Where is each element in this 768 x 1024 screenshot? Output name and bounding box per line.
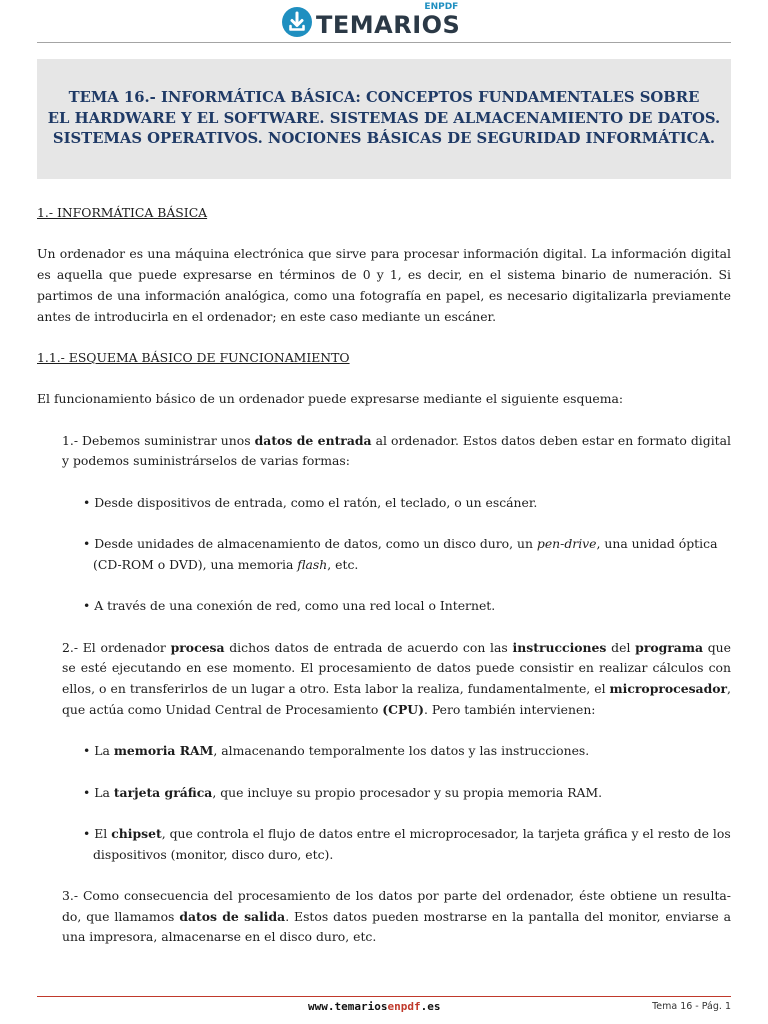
page-number: Tema 16 - Pág. 1 [652, 1001, 731, 1012]
bullet-graphics-card: • La tarjeta gráfica, que incluye su propio procesador y su propia memoria RAM. [83, 784, 603, 800]
bullet-ram: • La memoria RAM, almacenando temporalmente los datos y las instrucciones. [83, 743, 590, 759]
download-icon [281, 6, 313, 38]
bullet-network: • A través de una conexión de red, como una red local o Internet. [83, 598, 496, 614]
paragraph-intro: Un ordenador es una máquina electrónica que sirve para procesar información digital. La información digital es aquella que puede expresarse en términos de 0 y 1, es decir, en el sistema binario de numeración. Si partimos de una información analógica, como una fotografía en papel, es necesario digitalizarla previamente antes de introducirla en el ordenador; en este caso mediante un escáner. [37, 246, 731, 324]
list-item-3: 3.- Como consecuencia del procesamiento de los datos por parte del ordenador, éste obtiene un resulta-do, que llamamos datos de salida. Estos datos pueden mostrarse en la pantalla del monitor, enviarse a una impresora, almacenarse en el disco duro, etc. [62, 888, 731, 945]
bullet-input-devices: • Desde dispositivos de entrada, como el ratón, el teclado, o un escáner. [83, 494, 538, 510]
header-divider [37, 42, 731, 43]
footer-website-link[interactable]: www.temariosenpdf.es [308, 1000, 441, 1013]
document-title-box [37, 59, 731, 179]
bullet-chipset: • El chipset, que controla el flujo de datos entre el microprocesador, la tarjeta gráfica y el resto de los dispositivos (monitor, disco duro, etc). [83, 825, 731, 862]
title-line-2: EL HARDWARE Y EL SOFTWARE. SISTEMAS DE ALMACENAMIENTO DE DATOS. [47, 109, 721, 127]
footer-divider [37, 996, 731, 997]
document-body [37, 203, 731, 948]
list-item-1: 1.- Debemos suministrar unos datos de entrada al ordenador. Estos datos deben estar en formato digital y podemos suministrárselos de varias formas: [62, 432, 731, 469]
section-heading-1-1: 1.1.- ESQUEMA BÁSICO DE FUNCIONAMIENTO [37, 349, 350, 365]
bullet-storage-units: • Desde unidades de almacenamiento de datos, como un disco duro, un pen-drive, una unidad óptica (CD-ROM o DVD), una memoria flash, etc. [83, 536, 718, 572]
title-line-1: TEMA 16.- INFORMÁTICA BÁSICA: CONCEPTOS FUNDAMENTALES SOBRE [68, 89, 700, 107]
brand-name: TEMARIOS [316, 11, 461, 39]
brand-sup-text: ENPDF [424, 2, 459, 12]
brand-logo[interactable] [281, 2, 461, 39]
paragraph-scheme-intro: El funcionamiento básico de un ordenador puede expresarse mediante el siguiente esquema: [37, 391, 624, 407]
title-line-3: SISTEMAS OPERATIVOS. NOCIONES BÁSICAS DE SEGURIDAD INFORMÁTICA. [52, 130, 716, 148]
list-item-2: 2.- El ordenador procesa dichos datos de entrada de acuerdo con las instrucciones del programa que se esté ejecutando en ese momento. El procesamiento de datos puede consistir en realizar cálculos con ellos, o en transferirlos de un lugar a otro. Esta labor la realiza, fundamentalmente, el microprocesador, que actúa como Unidad Central de Procesamiento (CPU). Pero también intervienen: [62, 639, 731, 717]
page-header [0, 0, 768, 42]
section-heading-1: 1.- INFORMÁTICA BÁSICA [37, 205, 208, 220]
